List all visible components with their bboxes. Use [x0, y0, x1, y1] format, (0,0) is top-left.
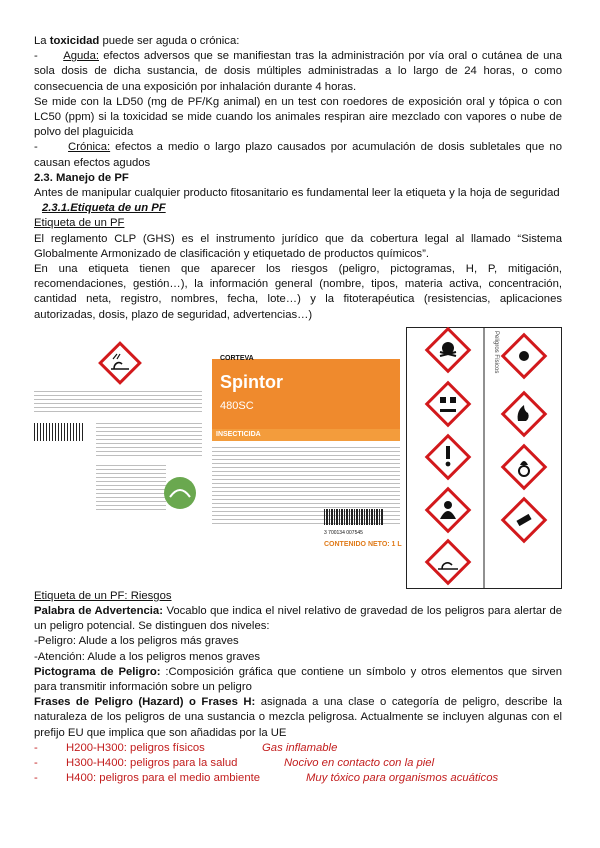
table-header: Peligros Físicos: [493, 330, 500, 374]
hazard-code-list: [34, 741, 562, 787]
product-label-front: [212, 349, 438, 549]
gas-cylinder-icon: [503, 499, 545, 541]
product-category: INSECTICIDA: [212, 429, 400, 441]
clp-paragraph: El reglamento CLP (GHS) es el instrumento jurídico que da cobertura legal al llamado “Sistema Globalmente Armonizado de clasificación y etiquetado de productos químicos”.: [34, 232, 562, 260]
exclamation-icon: [427, 436, 469, 478]
label-paragraph: En una etiqueta tienen que aparecer los riesgos (peligro, pictogramas, H, P, mitigación, recomendaciones, gestión…), la información general (nombre, tipos, materia activa, concentración, cantidad neta, registro, nombres, fecha, lote…) y la fitoterapéutica (resistencias, aplicaciones autorizadas, dosis, plazo de seguridad, advertencias…): [34, 263, 562, 321]
product-name: Spintor: [220, 371, 283, 392]
risks-title: Etiqueta de un PF: Riesgos: [34, 589, 172, 602]
product-label-back: [34, 339, 204, 539]
attention-level: -Atención: Alude a los peligros menos graves: [34, 650, 261, 663]
toxicity-intro: La toxicidad puede ser aguda o crónica:: [34, 35, 240, 47]
chronic-paragraph: - Crónica: efectos a medio o largo plazo causados por acumulación de dosis subletales que no causan efectos agudos: [34, 141, 562, 169]
brand-name: CORTEVA: [220, 354, 254, 362]
section-text: Antes de manipular cualquier producto fitosanitario es fundamental leer la etiqueta y la hoja de seguridad: [34, 187, 560, 200]
environment-hazard-icon: [98, 341, 142, 385]
subsection-subtitle: Etiqueta de un PF: [34, 217, 125, 230]
corrosion-icon: [427, 383, 469, 425]
danger-level: -Peligro: Alude a los peligros más graves: [34, 635, 239, 648]
ld50-paragraph: Se mide con la LD50 (mg de PF/Kg animal) en un test con roedores de exposición oral y tópica o con LC50 (ppm) si la toxicidad se mide cuando los animales respiran aire mezclado con vapores o nube de polvo del plaguicida: [34, 95, 562, 139]
ghs-pictogram-table: [406, 327, 562, 589]
list-item: - H400: peligros para el medio ambiente Muy tóxico para organismos acuáticos: [34, 771, 562, 786]
flame-icon: [503, 393, 545, 435]
document-page: [34, 34, 562, 787]
oxidizer-icon: [503, 446, 545, 488]
skull-icon: [427, 329, 469, 371]
environment-icon: [427, 541, 469, 583]
label-header: [212, 354, 400, 429]
barcode-digits: 3 700134 007545: [324, 529, 363, 536]
pictogram-paragraph: Pictograma de Peligro: :Composición gráfica que contiene un símbolo y otros elementos que sirven para transmitir información sobre un peligro: [34, 665, 562, 694]
net-content: CONTENIDO NETO: 1 L: [324, 540, 402, 548]
health-hazard-icon: [427, 489, 469, 531]
explosive-icon: [503, 335, 545, 377]
label-logo-icon: [162, 475, 198, 511]
hazard-phrases-paragraph: Frases de Peligro (Hazard) o Frases H: asignada a una clase o categoría de peligro, describe la naturaleza de los peligros de una sustancia o mezcla peligrosa. Actualmente se incluyen algunas con el prefijo EU que implica que son añadidas por la UE: [34, 696, 562, 739]
list-item: - H300-H400: peligros para la salud Nocivo en contacto con la piel: [34, 756, 562, 771]
label-images: [34, 327, 562, 589]
product-formulation: 480SC: [220, 399, 254, 412]
warning-word-paragraph: Palabra de Advertencia: Vocablo que indica el nivel relativo de gravedad de los peligros para alertar de un peligro potencial. Se distinguen dos niveles:: [34, 605, 563, 633]
section-title: 2.3. Manejo de PF: [34, 171, 129, 184]
list-item: - H200-H300: peligros físicos Gas inflamable: [34, 741, 562, 756]
acute-paragraph: - Aguda: efectos adversos que se manifiestan tras la administración por vía oral o cutánea de una sola dosis de dicha sustancia, de dosis múltiples administradas a lo largo de 24 horas, o como consecuencia de una exposición por inhalación durante 4 horas.: [34, 50, 562, 93]
subsection-title: 2.3.1.Etiqueta de un PF: [42, 202, 166, 215]
barcode: [324, 509, 384, 525]
